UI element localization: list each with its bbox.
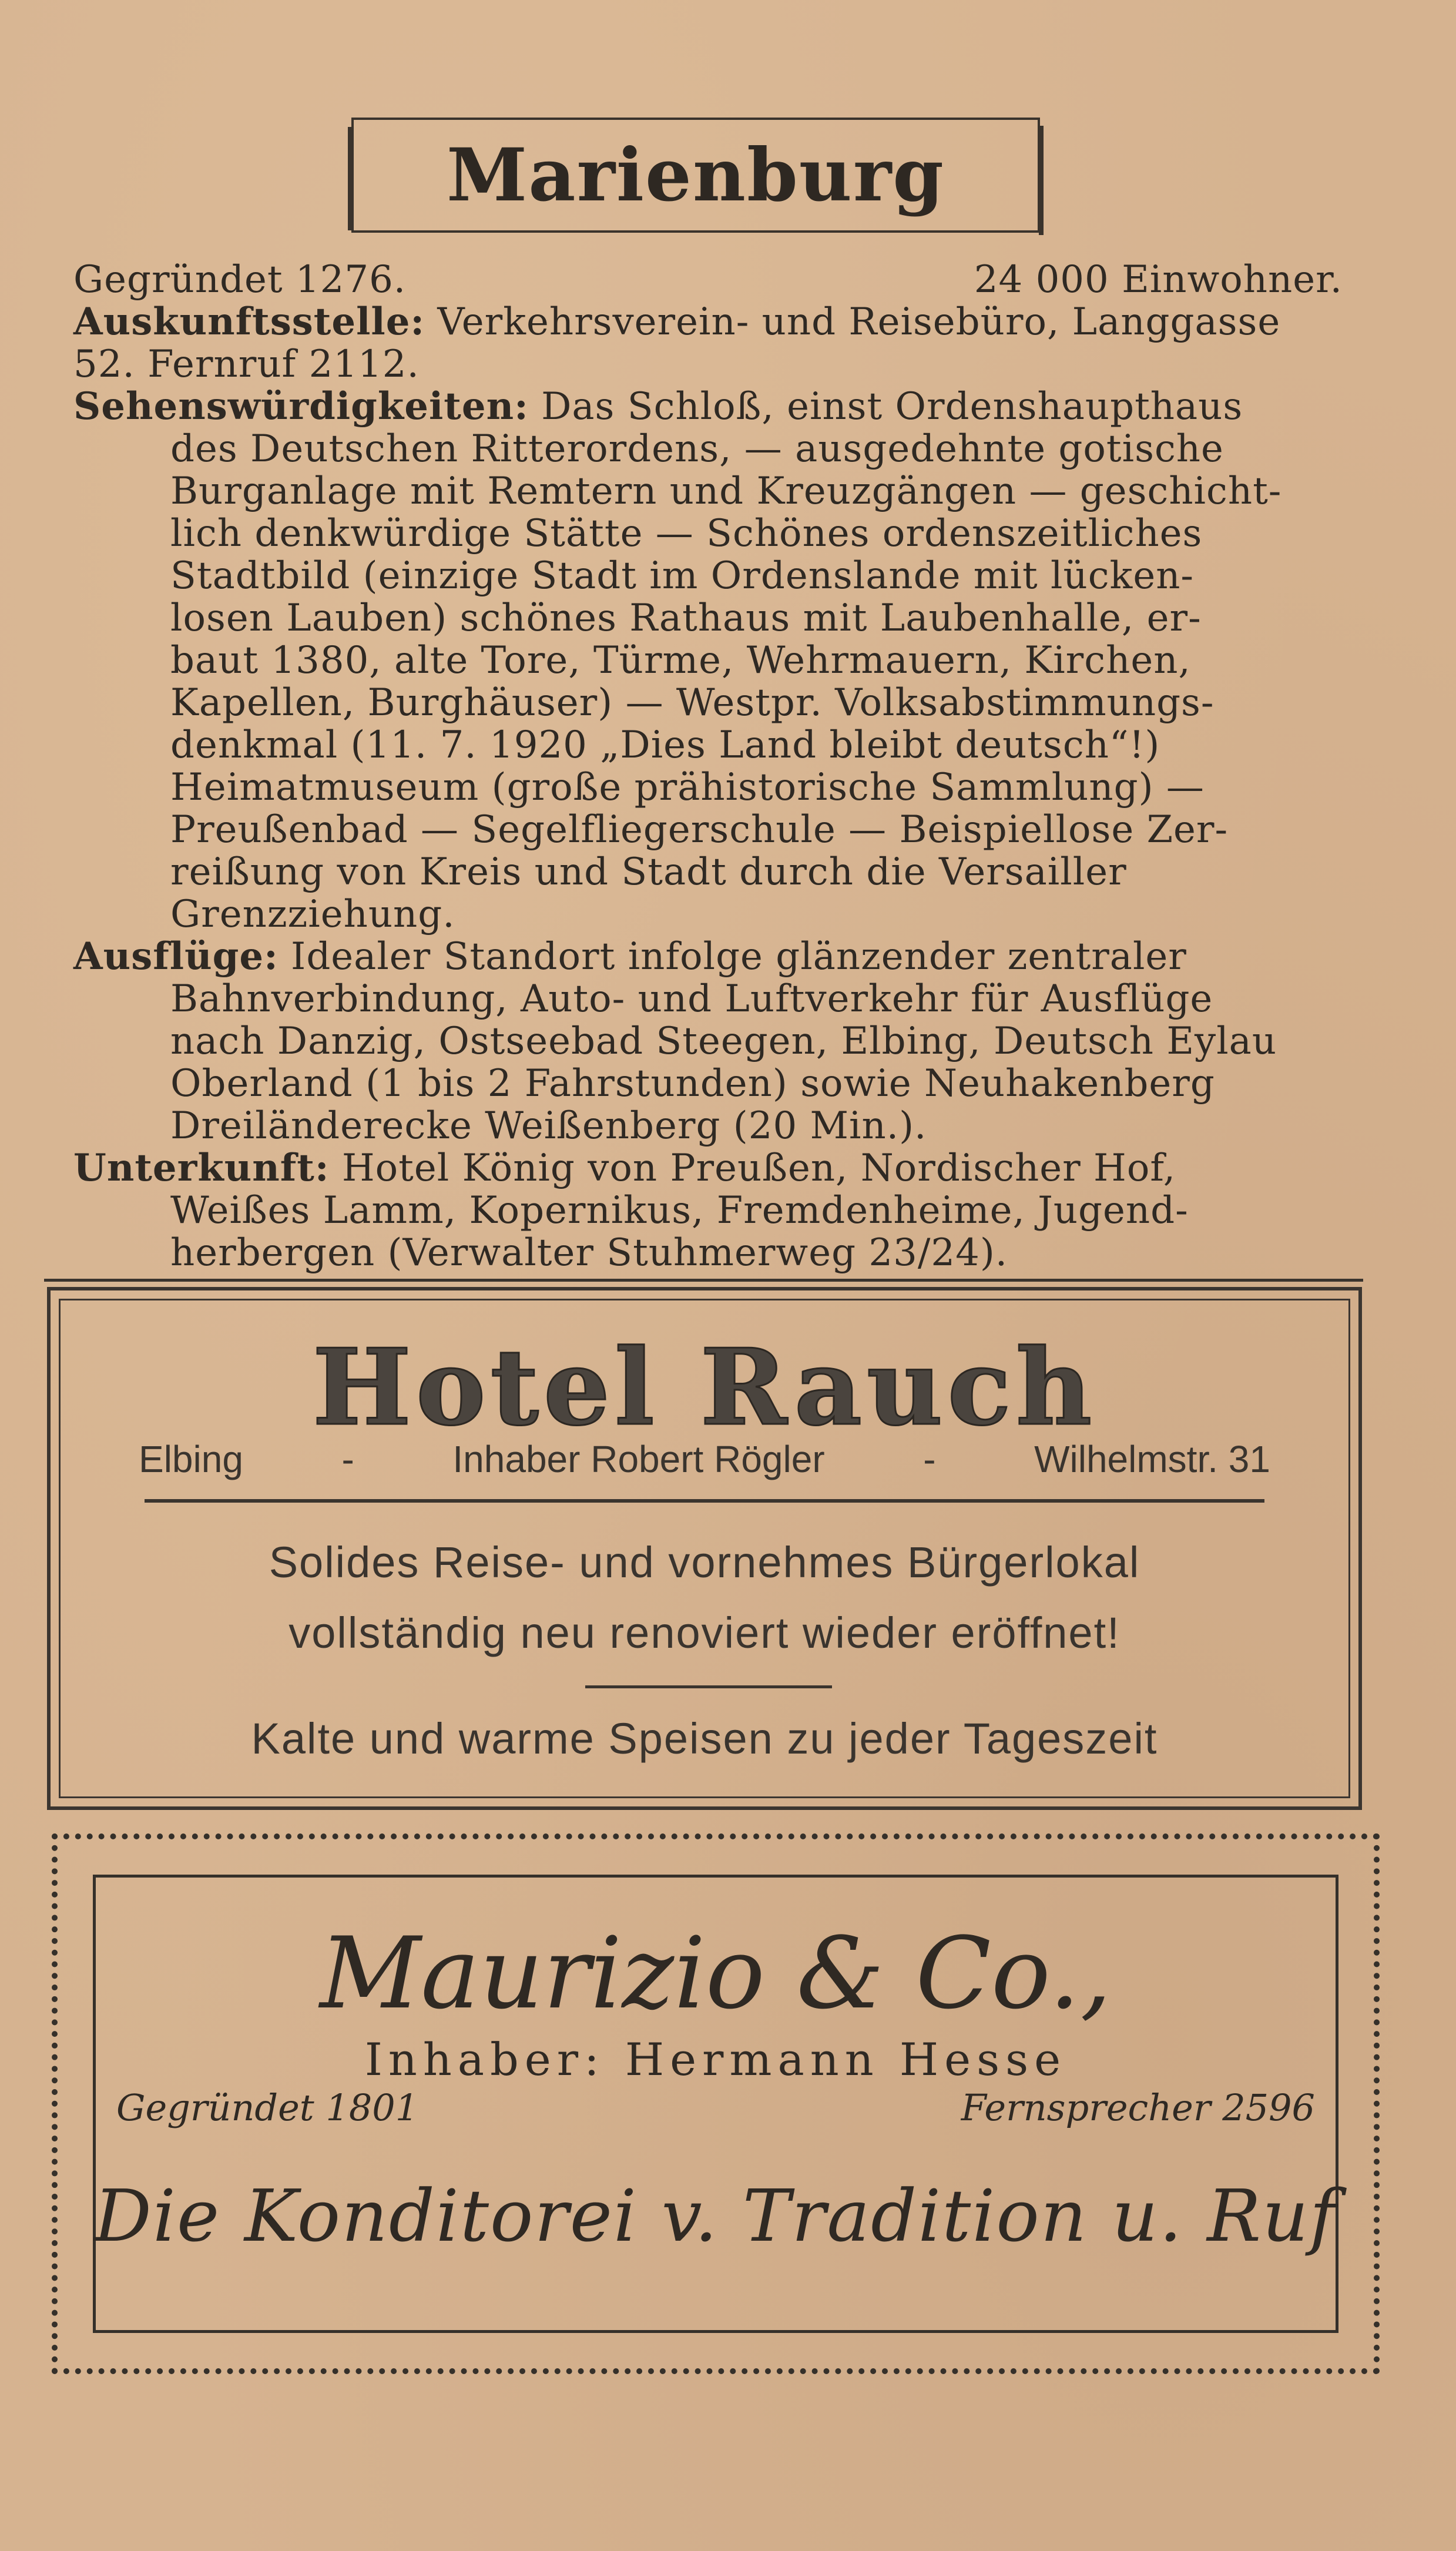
lodging-line: herbergen (Verwalter Stuhmerweg 23/24). <box>170 1231 1008 1275</box>
hotel-city: Elbing <box>139 1438 243 1480</box>
trips-label: Ausflüge: <box>73 934 279 978</box>
hotel-info-row <box>139 1437 1270 1481</box>
hotel-rule <box>145 1499 1264 1503</box>
maurizio-owner: Inhaber: Hermann Hesse <box>364 2033 1067 2086</box>
maurizio-slogan: Die Konditorei v. Tradition u. Ruf <box>94 2174 1337 2258</box>
sights-line: Heimatmuseum (große prähistorische Sammlung) — <box>170 766 1205 809</box>
section-divider <box>44 1279 1363 1282</box>
page-title: Marienburg <box>447 132 945 218</box>
population-text: 24 000 Einwohner. <box>974 258 1343 301</box>
sights-line: Kapellen, Burghäuser) — Westpr. Volksabstimmungs- <box>170 681 1215 725</box>
trips-line: Oberland (1 bis 2 Fahrstunden) sowie Neuhakenberg <box>170 1062 1215 1105</box>
sights-line: des Deutschen Ritterordens, — ausgedehnte gotische <box>170 427 1224 471</box>
sights-row <box>73 386 1243 428</box>
auskunft-line2: 52. Fernruf 2112. <box>73 343 420 386</box>
title-frame <box>351 118 1040 233</box>
founded-row <box>73 259 1343 301</box>
sights-line: Grenzziehung. <box>170 893 455 936</box>
auskunft-row <box>73 301 1343 343</box>
hotel-line-2: vollständig neu renoviert wieder eröffnet! <box>288 1608 1120 1657</box>
maurizio-name: Maurizio & Co., <box>320 1916 1112 2031</box>
trips-line: Bahnverbindung, Auto- und Luftverkehr für Ausflüge <box>170 977 1213 1021</box>
founded-text: Gegründet 1276. <box>73 258 407 301</box>
sights-line: reißung von Kreis und Stadt durch die Versailler <box>170 850 1127 894</box>
maurizio-ad <box>52 1833 1380 2374</box>
sights-label: Sehenswürdigkeiten: <box>73 384 529 428</box>
trips-line: nach Danzig, Ostseebad Steegen, Elbing, Deutsch Eylau <box>170 1020 1277 1063</box>
hotel-separator: - <box>341 1438 354 1480</box>
hotel-line-3: Kalte und warme Speisen zu jeder Tageszeit <box>251 1714 1158 1763</box>
trips-line: Dreiländerecke Weißenberg (20 Min.). <box>170 1104 927 1148</box>
trips-text: Idealer Standort infolge glänzender zentraler <box>291 935 1187 978</box>
sights-line: denkmal (11. 7. 1920 „Dies Land bleibt deutsch“!) <box>170 723 1160 767</box>
auskunft-text: Verkehrsverein- und Reisebüro, Langgasse <box>437 300 1281 344</box>
hotel-separator: - <box>923 1438 936 1480</box>
sights-line: Preußenbad — Segelfliegerschule — Beispiellose Zer- <box>170 808 1229 852</box>
sights-line: Burganlage mit Remtern und Kreuzgängen — geschicht- <box>170 470 1282 513</box>
hotel-rauch-ad <box>47 1287 1362 1810</box>
sights-line: baut 1380, alte Tore, Türme, Wehrmauern, Kirchen, <box>170 639 1191 682</box>
sights-line: lich denkwürdige Stätte — Schönes ordenszeitliches <box>170 512 1203 555</box>
sights-line: losen Lauben) schönes Rathaus mit Laubenhalle, er- <box>170 596 1202 640</box>
lodging-text: Hotel König von Preußen, Nordischer Hof, <box>341 1147 1176 1190</box>
lodging-row <box>73 1147 1176 1189</box>
hotel-address: Wilhelmstr. 31 <box>1034 1438 1270 1480</box>
maurizio-phone: Fernsprecher 2596 <box>961 2086 1315 2129</box>
maurizio-founded: Gegründet 1801 <box>116 2086 419 2129</box>
trips-row <box>73 936 1187 978</box>
hotel-name: Hotel Rauch <box>312 1326 1097 1449</box>
lodging-label: Unterkunft: <box>73 1146 330 1190</box>
hotel-owner: Inhaber Robert Rögler <box>452 1438 825 1480</box>
sights-text: Das Schloß, einst Ordenshaupthaus <box>541 385 1243 428</box>
hotel-line-1: Solides Reise- und vornehmes Bürgerlokal <box>269 1538 1140 1587</box>
auskunft-label: Auskunftsstelle: <box>73 300 425 344</box>
lodging-line: Weißes Lamm, Kopernikus, Fremdenheime, Jugend- <box>170 1189 1189 1232</box>
sights-line: Stadtbild (einzige Stadt im Ordenslande mit lücken- <box>170 554 1195 598</box>
hotel-short-rule <box>585 1685 832 1688</box>
